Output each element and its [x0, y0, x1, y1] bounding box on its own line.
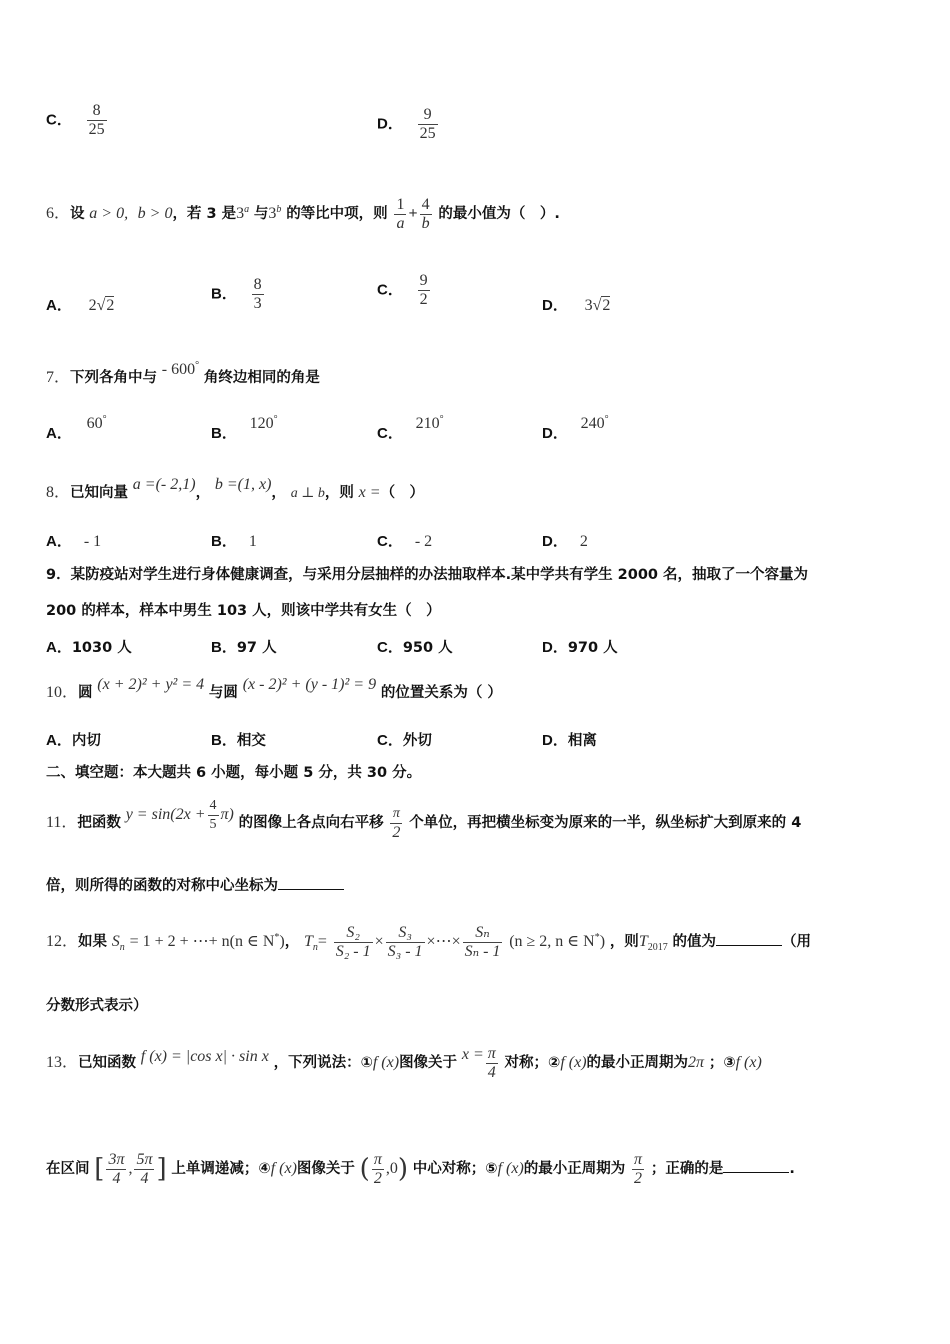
q9-option-a[interactable]: A．1030 人 — [46, 639, 132, 656]
q6-option-a[interactable]: A． 2√2 — [46, 297, 115, 314]
fraction: $\frac{9}{2}$ — [419, 272, 428, 308]
q9-option-d[interactable]: D．970 人 — [542, 639, 618, 656]
option-label: D． — [377, 115, 403, 133]
fraction: $\frac{3\pi}{4}$ — [108, 1150, 125, 1187]
question-11-line-2: 倍，则所得的函数的对称中心坐标为 — [46, 875, 344, 896]
question-6: 6．设 a > 0, b > 0，若 3 是3$^a$ 与3$^b$ 的等比中项，则 $\frac{1}{a}$ + $\frac{4}{b}$ 的最小值为（ ）. — [46, 195, 560, 232]
q8-option-a[interactable]: A． - 1 — [46, 533, 102, 550]
q6-option-c[interactable]: C． $\frac{9}{2}$ — [377, 272, 428, 308]
q5-option-d[interactable] — [377, 106, 440, 143]
q7-option-c[interactable]: C． 210° — [377, 414, 444, 442]
q5-option-c[interactable] — [46, 102, 109, 139]
fraction: $\frac{\text{S₂}}{\text{S₂ - 1}}$ — [335, 923, 371, 960]
q8-option-b[interactable]: B． 1 — [211, 533, 257, 550]
fraction: $\frac{\text{S₃}}{\text{S₃ - 1}}$ — [387, 923, 423, 960]
option-label: C． — [46, 111, 72, 129]
q10-option-a[interactable]: A．内切 — [46, 732, 101, 749]
fraction: $\frac{5\pi}{4}$ — [136, 1150, 153, 1187]
fraction: $\frac{4}{b}$ — [421, 195, 430, 232]
question-11-line-1: 11．把函数 y = sin(2x + $\frac{4}{5}$ π) 的图像上各点向右平移 $\frac{\pi}{2}$ 个单位，再把横坐标变为原来的一半，纵坐标扩大到原来的 4 — [46, 797, 802, 841]
question-13-line-1: 13．已知函数 f (x) = |cos x| · sin x ，下列说法：①f (x)图像关于 x = $\frac{\pi}{4}$ 对称；②f (x)的最小正周期为2π ；③f (x) — [46, 1044, 762, 1081]
q8-option-c[interactable]: C． - 2 — [377, 533, 433, 550]
answer-blank[interactable] — [278, 875, 344, 890]
question-9-line-1: 9．某防疫站对学生进行身体健康调查，与采用分层抽样的办法抽取样本.某中学共有学生 2000 名，抽取了一个容量为 — [46, 567, 809, 583]
q10-option-b[interactable]: B．相交 — [211, 732, 266, 749]
q6-option-b[interactable]: B． $\frac{8}{3}$ — [211, 276, 262, 312]
fraction: $\frac{8}{25}$ — [88, 102, 105, 138]
fraction: $\frac{\pi}{2}$ — [392, 805, 401, 841]
q9-option-b[interactable]: B．97 人 — [211, 639, 277, 656]
q9-option-c[interactable]: C．950 人 — [377, 639, 453, 656]
fraction: $\frac{4}{5}$ — [209, 797, 217, 832]
q6-option-d[interactable]: D． 3√2 — [542, 297, 611, 314]
fraction: $\frac{\pi}{4}$ — [487, 1044, 496, 1081]
q7-option-a[interactable]: A． 60° — [46, 414, 107, 442]
fraction: $\frac{8}{3}$ — [253, 276, 262, 312]
q8-option-d[interactable]: D． 2 — [542, 533, 588, 550]
section-2-title: 二、填空题：本大题共 6 小题，每小题 5 分，共 30 分。 — [46, 765, 422, 781]
question-12-line-2: 分数形式表示） — [46, 998, 148, 1014]
question-8: 8．已知向量 a =(- 2,1)， b =(1, x)， a ⊥ b，则 x =（ ） — [46, 476, 425, 501]
question-13-line-2: 在区间 [ $\frac{3\pi}{4}$ , $\frac{5\pi}{4}$ ] 上单调递减；④f (x)图像关于 ( $\frac{\pi}{2}$ ,0) 中心对称；⑤f (x)的最小正周期为 $\frac{\pi}{2}$ ；正确的是 . — [46, 1150, 795, 1187]
fraction: $\frac{9}{25}$ — [419, 106, 436, 142]
fraction: $\frac{\pi}{2}$ — [634, 1150, 643, 1187]
q10-option-d[interactable]: D．相离 — [542, 732, 597, 749]
fraction: $\frac{1}{a}$ — [396, 195, 405, 232]
answer-blank[interactable] — [723, 1158, 789, 1173]
fraction: $\frac{\pi}{2}$ — [373, 1150, 382, 1187]
fraction: $\frac{\text{Sₙ}}{\text{Sₙ - 1}}$ — [464, 923, 501, 960]
q7-option-b[interactable]: B． 120° — [211, 414, 278, 442]
question-10: 10．圆 (x + 2)² + y² = 4 与圆 (x - 2)² + (y - 1)² = 9 的位置关系为（ ） — [46, 676, 502, 701]
q10-option-c[interactable]: C．外切 — [377, 732, 432, 749]
question-9-line-2: 200 的样本，样本中男生 103 人，则该中学共有女生（ ） — [46, 603, 441, 619]
q7-option-d[interactable]: D． 240° — [542, 414, 609, 442]
question-7: 7．下列各角中与 - 600° 角终边相同的角是 — [46, 360, 320, 386]
answer-blank[interactable] — [716, 931, 782, 946]
question-12-line-1: 12．如果 $S_n = 1 + 2$ + ⋯+ n(n ∈ N*)， $T_n=$ $\frac{\text{S₂}}{\text{S₂ - 1}}$ × $\frac{\text{S₃}}{\text{S₃ - 1}}$ ×⋯× $\frac{\text{Sₙ}}{\text{Sₙ - 1}}$ (n ≥ 2, n ∈ N*) ，则$T_{2017}$ 的值为 （用 — [46, 923, 811, 960]
